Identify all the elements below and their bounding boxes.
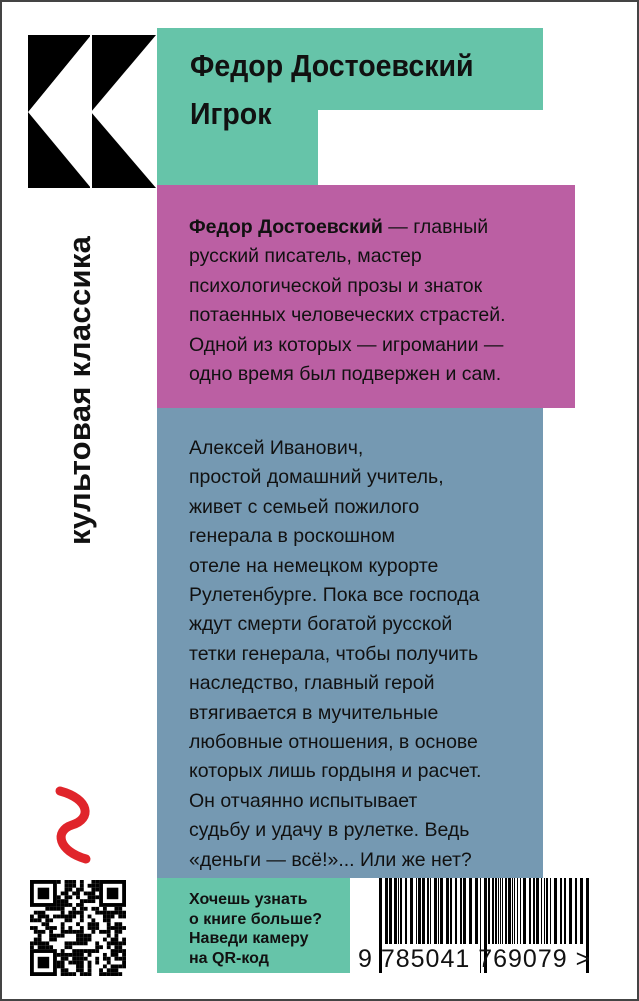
annotation-line: втягивается в мучительные bbox=[189, 701, 439, 724]
annotation-line: живет с семьей пожилого bbox=[189, 495, 420, 518]
annotation-line: отеле на немецком курорте bbox=[189, 554, 439, 577]
annotation-line: которых лишь гордыня и расчет. bbox=[189, 760, 482, 783]
annotation-line: ждут смерти богатой русской bbox=[189, 613, 453, 636]
author-name: Федор Достоевский bbox=[190, 48, 474, 83]
annotation-line: тетки генерала, чтобы получить bbox=[189, 642, 479, 665]
annotation-line: Алексей Иванович, bbox=[189, 437, 364, 459]
annotation-line: Рулетенбурге. Пока все господа bbox=[189, 584, 480, 607]
about-author-text bbox=[189, 213, 506, 389]
series-label: культовая классика bbox=[62, 235, 97, 545]
annotation-line: наследство, главный герой bbox=[189, 672, 435, 695]
qr-prompt-line: Наведи камеру bbox=[189, 930, 309, 947]
line: — главный bbox=[382, 216, 489, 238]
about-author-block bbox=[157, 185, 575, 408]
series-logo-icon bbox=[28, 35, 156, 188]
qr-prompt-line: Хочешь узнать bbox=[189, 891, 308, 908]
line: Одной из которых — игромании — bbox=[189, 333, 504, 356]
isbn-number: 9 785041 769079 > bbox=[358, 945, 592, 973]
annotation-line: генерала в роскошном bbox=[189, 525, 395, 548]
book-title: Игрок bbox=[190, 96, 272, 131]
annotation-block bbox=[157, 408, 543, 878]
annotation-text bbox=[189, 434, 481, 875]
annotation-line: Он отчаянно испытывает bbox=[189, 789, 418, 812]
annotation-line: любовные отношения, в основе bbox=[189, 731, 478, 754]
line: психологической прозы и знаток bbox=[189, 274, 483, 297]
annotation-line: судьбу и удачу в рулетке. Ведь bbox=[189, 819, 470, 842]
annotation-line: «деньги — всё!»... Или же нет? bbox=[189, 848, 472, 871]
line: потаенных человеческих страстей. bbox=[189, 304, 506, 327]
qr-prompt-line: о книге больше? bbox=[189, 910, 322, 928]
annotation-line: простой домашний учитель, bbox=[189, 466, 444, 489]
author-name-bold: Федор Достоевский bbox=[189, 216, 383, 238]
qr-prompt bbox=[157, 878, 350, 973]
qr-prompt-line: на QR-код bbox=[189, 949, 269, 967]
line: одно время был подвержен и сам. bbox=[189, 363, 502, 386]
qr-code-icon[interactable] bbox=[30, 880, 126, 976]
line: русский писатель, мастер bbox=[189, 245, 422, 268]
publisher-logo-icon bbox=[50, 785, 105, 865]
